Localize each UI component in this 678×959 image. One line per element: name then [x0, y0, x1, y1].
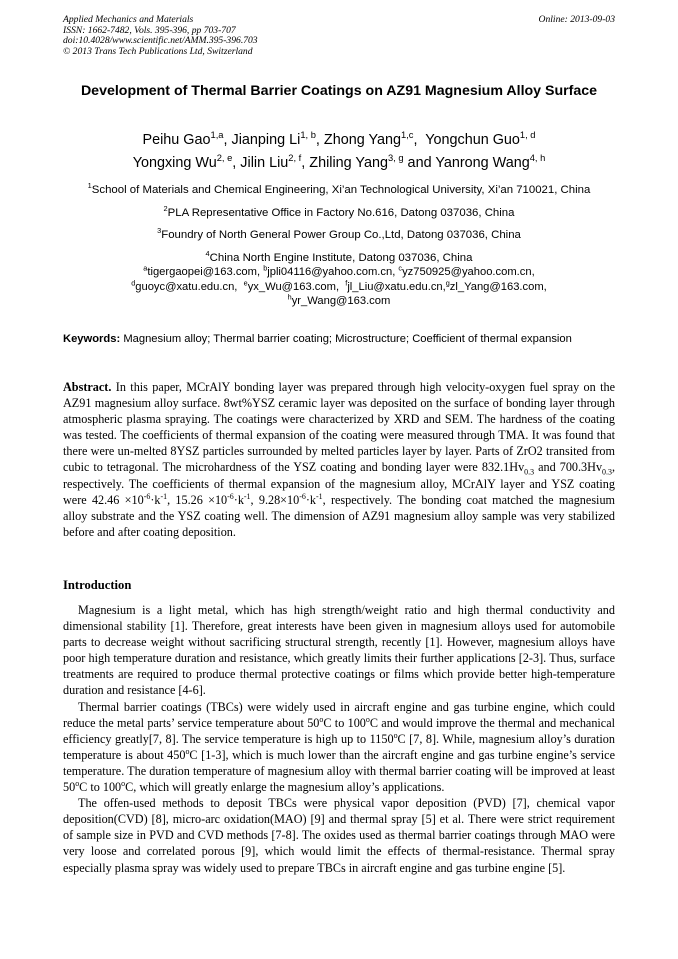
degree-sup: o — [185, 746, 190, 756]
author-sup: 4, h — [529, 153, 546, 164]
author-name: Zhiling Yang — [309, 155, 388, 171]
email-line-3: $^h$yr_Wang@163.com — [287, 292, 391, 307]
email-line-2: $^d$guoyc@xatu.edu.cn, $^e$yx_Wu@163.com, $^f$jl_Liu@xatu.edu.cn,$^g$zl_Yang@163.com, — [131, 277, 547, 293]
abstract-text: ·k — [305, 492, 317, 507]
degree-sup: o — [75, 778, 80, 788]
paragraph-text: C [7, 8]. While, magnesium alloy’s duration temperature is about 450 — [63, 731, 615, 762]
affiliation-3 — [60, 224, 618, 247]
superscript: -6 — [227, 491, 234, 501]
subscript: 0.3 — [602, 467, 612, 477]
journal-header — [63, 15, 258, 57]
email-link[interactable]: yr_Wang@163.com — [291, 295, 391, 307]
email-line-1: $^a$tigergaopei@163.com, $^b$jpli04116@yahoo.com.cn, $^c$yz750925@yahoo.com.cn, — [143, 263, 535, 278]
author-line-1: Peihu Gao$^{1,a}$, Jianping Li$^{1, b}$, Zhong Yang$^{1,c}$, Yongchun Guo$^{1, d}$ — [142, 130, 536, 148]
author-sup: 2, e — [216, 153, 233, 164]
abstract-text: , 15.26 ×10 — [167, 492, 228, 507]
subscript: 0.3 — [524, 467, 535, 477]
email-link[interactable]: yx_Wu@163.com, — [247, 280, 340, 293]
abstract-text: , 9.28×10 — [250, 492, 300, 507]
paragraph-text: C, which will greatly enlarge the magnesium alloy’s applications. — [125, 780, 445, 795]
author-name: Yongxing Wu — [132, 155, 217, 171]
affiliation-sup: 2 — [163, 203, 168, 213]
paragraph: The offen-used methods to deposit TBCs were physical vapor deposition (PVD) [7], chemical vapor deposition(CVD) [8], micro-arc oxidation(MAO) [9] and thermal spray [5] et al. There were strict requirement of sample size in PVD and CVD methods [7-8]. The oxides used as thermal barrier coatings through MAO were very loose and correlated porous [9], which would limit the effects of thermal-resistance. Thermal spray especially plasma spray was widely used to prepare TBCs in aircraft engine and gas turbine engine [5]. — [63, 796, 615, 875]
paragraph-text: C to 100 — [323, 715, 366, 730]
abstract-text: , respectively. The bonding coat matched the magnesium alloy substrate and the YSZ coating well. The dimension of AZ91 magnesium alloy sample was very stabilized before and after coating deposition. — [63, 492, 616, 539]
author-sup: 1, b — [300, 130, 316, 141]
author-name: Jilin Liu — [240, 155, 289, 171]
author-line-2: Yongxing Wu$^{2, e}$, Jilin Liu$^{2, f}$, Zhiling Yang$^{3, g}$ and Yanrong Wang$^{4, h}$ — [132, 153, 546, 171]
superscript: -1 — [160, 491, 168, 501]
affiliation-sup: 4 — [205, 248, 210, 258]
affiliation-text: School of Materials and Chemical Engineering, Xi’an Technological University, Xi’an 710021, China — [91, 184, 591, 196]
abstract-text: and 700.3Hv — [534, 460, 603, 475]
affiliation-sup: 3 — [157, 226, 162, 236]
email-list — [60, 265, 618, 309]
superscript: -1 — [243, 491, 251, 501]
doi-line: doi:10.4028/www.scientific.net/AMM.395-396.703 — [63, 35, 258, 47]
author-sup: 1, d — [519, 130, 536, 141]
keywords-label: Keywords: — [63, 333, 121, 345]
author-name: Yongchun Guo — [425, 132, 520, 148]
introduction-body — [63, 602, 615, 876]
paragraph — [63, 699, 615, 796]
paragraph: Magnesium is a light metal, which has high strength/weight ratio and high thermal conductivity and dimensional stability [1]. Therefore, great interests have been given in magnesium alloys used for automobile parts to decrease weight without sacrificing structural strength, recently [1]. However, magnesium alloys have poor high temperature duration and resistance, which greatly limits their further applications [2-3]. Thus, surface treatments are required to produce thermal protective coatings or films which provide better high-temperature duration and resistance [4-6]. — [63, 603, 615, 698]
paragraph-text: C and would improve the thermal and mechanical efficiency greatly[7, 8]. The service temperature is high up to 1150 — [63, 715, 616, 746]
author-name: Peihu Gao — [142, 132, 211, 148]
degree-sup: o — [393, 730, 398, 740]
abstract-text: , respectively. The coefficients of thermal expansion of the magnesium alloy, MCrAlY layer and YSZ coating were 42.46 ×10 — [63, 460, 615, 507]
author-sup: 2, f — [288, 153, 302, 164]
superscript: -6 — [299, 491, 306, 501]
copyright-line: © 2013 Trans Tech Publications Ltd, Switzerland — [63, 45, 253, 57]
author-sup: 1,a — [210, 130, 224, 141]
paragraph-text: Thermal barrier coatings (TBCs) were widely used in aircraft engine and gas turbine engine, which could reduce the metal parts’ service temperature about 50 — [63, 699, 615, 730]
superscript: -6 — [143, 491, 151, 501]
abstract-text: ·k — [150, 492, 161, 507]
affiliation-text: PLA Representative Office in Factory No.616, Datong 037036, China — [167, 206, 515, 219]
affiliation-list — [60, 179, 618, 269]
journal-name: Applied Mechanics and Materials — [63, 14, 194, 25]
paragraph-text: C to 100 — [79, 780, 122, 795]
paper-title: Development of Thermal Barrier Coatings on AZ91 Magnesium Alloy Surface — [80, 83, 598, 99]
abstract-block — [63, 379, 615, 540]
author-sup: 1,c — [401, 130, 414, 141]
affiliation-text: Foundry of North General Power Group Co.,Ltd, Datong 037036, China — [161, 229, 521, 241]
author-name: Yanrong Wang — [435, 155, 530, 171]
abstract-label: Abstract. — [63, 380, 112, 394]
email-link[interactable]: guoyc@xatu.edu.cn, — [135, 280, 238, 293]
degree-sup: o — [121, 778, 126, 788]
author-list — [60, 129, 618, 175]
author-name: Zhong Yang — [323, 132, 401, 148]
superscript: -1 — [316, 491, 323, 501]
abstract-text: In this paper, MCrAlY bonding layer was prepared through high velocity-oxygen fuel spray on the AZ91 magnesium alloy surface. 8wt%YSZ ceramic layer was deposited on the surface of bonding layer through atmospheric plasma spraying. The coatings were characterized by XRD and SEM. The hardness of the coating was tested. The coefficients of thermal expansion of the coating were measured through TMA. It was found that there were un-melted 8YSZ particles surrounded by melted particles layer by layer. Parts of ZrO2 transited from cubic to tetragonal. The microhardness of the YSZ coating and bonding layer were 832.1Hv — [63, 380, 616, 475]
email-link[interactable]: tigergaopei@163.com, — [147, 266, 261, 278]
keywords-text: Magnesium alloy; Thermal barrier coating; Microstructure; Coefficient of thermal expansion — [123, 333, 572, 345]
affiliation-sup: 1 — [87, 181, 92, 191]
email-link[interactable]: zl_Yang@163.com, — [449, 280, 547, 293]
section-heading-introduction: Introduction — [63, 578, 132, 592]
degree-sup: o — [365, 714, 370, 724]
issn-line: ISSN: 1662-7482, Vols. 395-396, pp 703-707 — [63, 24, 236, 36]
author-name: Jianping Li — [231, 132, 301, 148]
affiliation-1 — [60, 179, 618, 202]
abstract-text: ·k — [233, 492, 244, 507]
affiliation-text: China North Engine Institute, Datong 037036, China — [209, 251, 473, 264]
online-date: Online: 2013-09-03 — [538, 14, 615, 25]
keywords-block — [63, 331, 615, 347]
author-sup: 3, g — [387, 153, 404, 164]
affiliation-2 — [60, 202, 618, 225]
email-link[interactable]: jpli04116@yahoo.com.cn, — [267, 266, 396, 278]
paragraph-text: C [1-3], which is much lower than the aircraft engine and gas turbine engine’s service temperature. The duration temperature of magnesium alloy with thermal barrier coating will be improved at least 50 — [63, 747, 615, 795]
email-link[interactable]: jl_Liu@xatu.edu.cn, — [347, 280, 446, 293]
degree-sup: o — [319, 714, 324, 724]
email-link[interactable]: yz750925@yahoo.com.cn, — [402, 266, 535, 278]
